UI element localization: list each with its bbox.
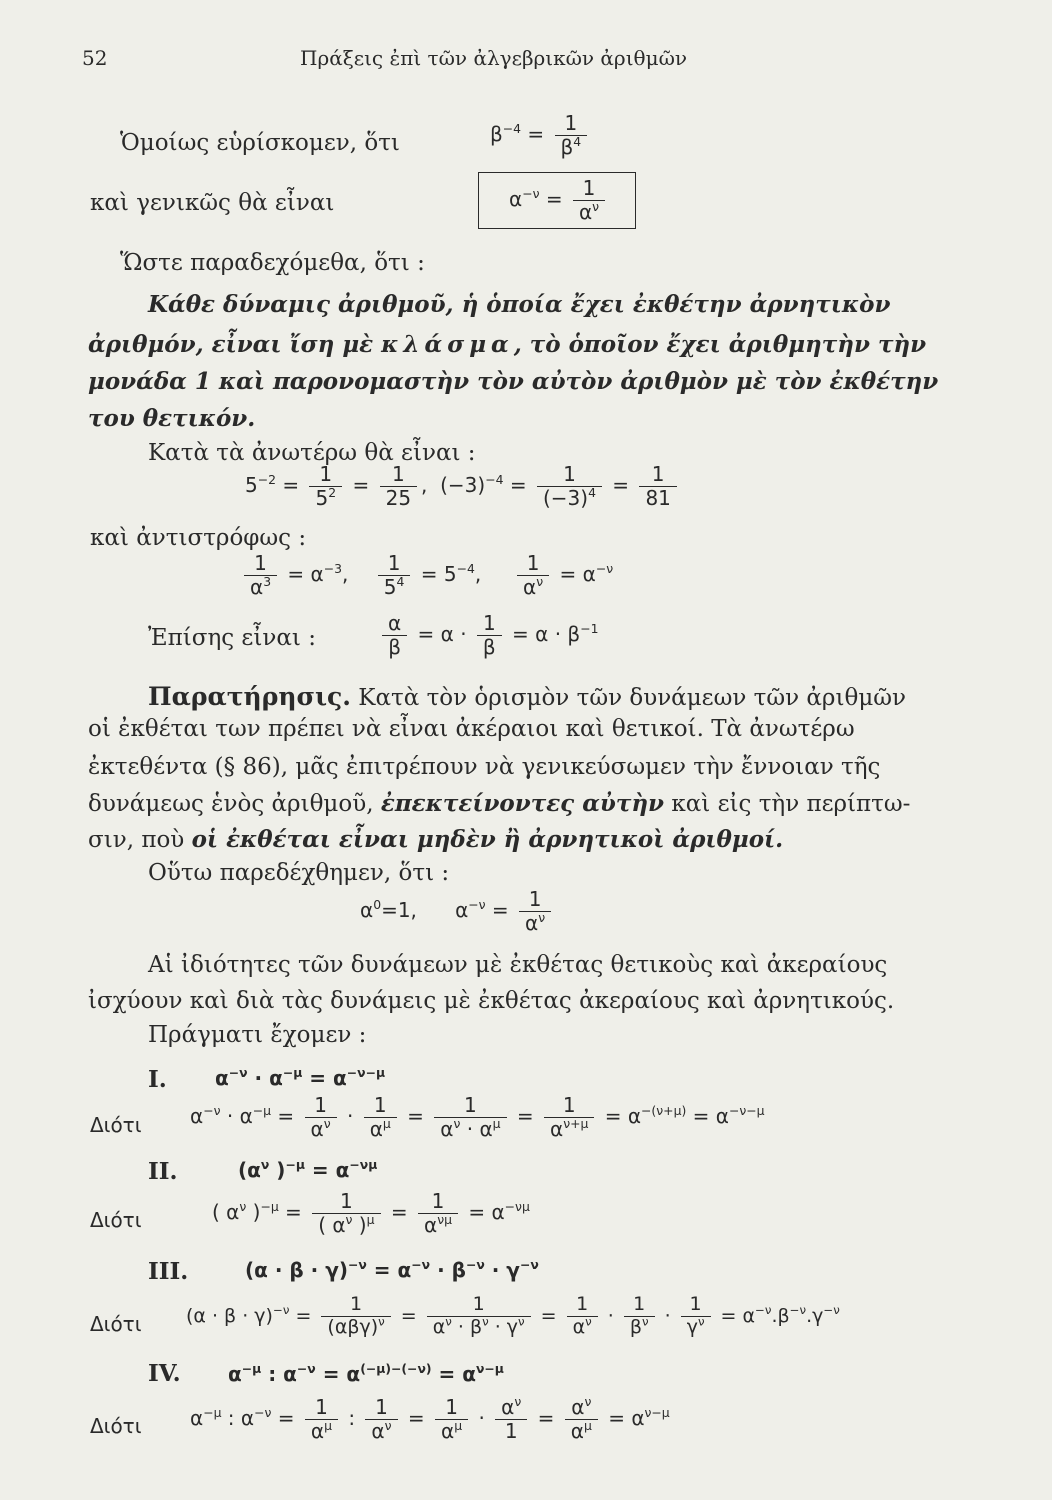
formula-alpha-over-beta: $\frac{\alpha}{\beta}$ = α · $\frac{1}{\beta}$ = $\alpha \cdot \beta^{-1}$ (378, 612, 598, 659)
running-title: Πράξεις ἐπὶ τῶν ἀλγεβρικῶν ἀριθμῶν (300, 46, 688, 70)
remark-line-4a: δυνάμεως ἑνὸς ἀριθμοῦ, (88, 791, 374, 817)
boxed-formula-alpha-neg-nu: $\alpha^{-\nu}$ = $\frac{1}{\alpha^\nu}$ (478, 172, 636, 229)
roman-numeral-3: III. (148, 1258, 189, 1285)
roman-numeral-4: IV. (148, 1360, 181, 1387)
rule-line-2a: ἀριθμόν, εἶναι ἴση μὲ (88, 331, 374, 358)
property-4-proof: $\alpha^{-\mu}$ : $\alpha^{-\nu}$ = $\frac{1}{\alpha^\mu}$ : $\frac{1}{\alpha^\nu}$ = $\frac{1}{\alpha^\mu}$ · $\frac{\alpha^\nu}{1}$ = $\frac{\alpha^\nu}{\alpha^\mu}$ = $\alpha^{\nu-\mu}$ (190, 1393, 670, 1443)
props-line-3: Πράγματι ἔχομεν : (148, 1022, 367, 1048)
dioti-label-2: Διότι (90, 1208, 142, 1232)
property-3-proof: $(\alpha \cdot \beta \cdot \gamma)^{-\nu}$ = $\frac{1}{(\alpha\beta\gamma)^\nu}$ = $\frac{1}{\alpha^\nu \cdot \beta^\nu \cdot \gamma^\nu}$ = $\frac{1}{\alpha^\nu}$ · $\frac{1}{\beta^\nu}$ · $\frac{1}{\gamma^\nu}$ = $\alpha^{-\nu}.\beta^{-\nu}.\gamma^{-\nu}$ (186, 1293, 840, 1338)
props-line-1: Αἱ ἰδιότητες τῶν δυνάμεων μὲ ἐκθέτας θετικοὺς καὶ ἀκεραίους (148, 952, 888, 978)
property-1-proof: $\alpha^{-\nu} \cdot \alpha^{-\mu}$ = $\frac{1}{\alpha^\nu}$ · $\frac{1}{\alpha^\mu}$ = $\frac{1}{\alpha^\nu \cdot \alpha^\mu}$ = $\frac{1}{\alpha^{\nu+\mu}}$ = $\alpha^{-(\nu+\mu)} = \alpha^{-\nu-\mu}$ (190, 1093, 765, 1141)
remark-heading: Παρατήρησις. (148, 682, 351, 711)
remark-line-3: ἐκτεθέντα (§ 86), μᾶς ἐπιτρέπουν νὰ γενικεύσωμεν τὴν ἔννοιαν τῆς (88, 754, 881, 780)
remark-line-2: οἱ ἐκθέται των πρέπει νὰ εἶναι ἀκέραιοι καὶ θετικοί. Τὰ ἀνωτέρω (88, 716, 855, 742)
intro-line-1: Ὁμοίως εὑρίσκομεν, ὅτι (120, 130, 400, 156)
remark-line-5 (88, 826, 783, 853)
remark-line-5b: οἱ ἐκθέται εἶναι μηδὲν ἢ ἀρνητικοὶ ἀριθμοί. (191, 826, 784, 853)
formula-reciprocals: $\frac{1}{\alpha^3}$ = $\alpha^{-3}$, $\frac{1}{5^4}$ = $5^{-4}$, $\frac{1}{\alpha^\nu}$ = $\alpha^{-\nu}$ (240, 552, 613, 599)
examples-line-3: Ἐπίσης εἶναι : (148, 625, 316, 651)
remark-line-4 (88, 790, 910, 817)
dioti-label-4: Διότι (90, 1414, 142, 1438)
examples-line-2: καὶ ἀντιστρόφως : (90, 525, 307, 551)
props-line-2: ἰσχύουν καὶ διὰ τὰς δυνάμεις μὲ ἐκθέτας ἀκεραίους καὶ ἀρνητικούς. (88, 988, 895, 1014)
remark-line-1 (148, 682, 906, 711)
formula-five-neg2: $5^{-2}$ = $\frac{1}{5^2}$ = $\frac{1}{25}$ , $(-3)^{-4}$ = $\frac{1}{(-3)^4}$ = $\frac{1}{81}$ (245, 463, 681, 510)
rule-line-2c: , τὸ ὁποῖον ἔχει ἀριθμητὴν τὴν (513, 331, 927, 358)
intro-line-2: καὶ γενικῶς θὰ εἶναι (90, 190, 335, 216)
remark-line-6: Οὕτω παρεδέχθημεν, ὅτι : (148, 860, 450, 886)
formula-zero-and-negative-exponent: $\alpha^0=1$, $\alpha^{-\nu}$ = $\frac{1}{\alpha^\nu}$ (360, 888, 555, 935)
rule-line-3: μονάδα 1 καὶ παρονομαστὴν τὸν αὐτὸν ἀριθμὸν μὲ τὸν ἐκθέτην (88, 368, 939, 395)
property-3-statement: $(\alpha \cdot \beta \cdot \gamma)^{-\nu} = \alpha^{-\nu} \cdot \beta^{-\nu} \cdot \gamma^{-\nu}$ (245, 1256, 539, 1282)
property-2-proof: ( $\alpha^\nu$ )$^{-\mu}$ = $\frac{1}{( \alpha^\nu )^\mu}$ = $\frac{1}{\alpha^{\nu\mu}}$ = $\alpha^{-\nu\mu}$ (212, 1189, 530, 1237)
formula-beta-neg4: $\beta^{-4}$ = $\frac{1}{\beta^4}$ (490, 112, 591, 159)
roman-numeral-2: II. (148, 1158, 178, 1185)
remark-line-1-text: Κατὰ τὸν ὁρισμὸν τῶν δυνάμεων τῶν ἀριθμῶν (358, 685, 907, 711)
rule-line-1: Κάθε δύναμις ἀριθμοῦ, ἡ ὁποία ἔχει ἐκθέτην ἀρνητικὸν (148, 291, 891, 318)
dioti-label-1: Διότι (90, 1113, 142, 1137)
page-number: 52 (82, 46, 108, 70)
examples-line-1: Κατὰ τὰ ἀνωτέρω θὰ εἶναι : (148, 440, 476, 466)
rule-line-4: του θετικόν. (88, 405, 256, 432)
property-2-statement: ($\alpha^\nu$ )$^{-\mu} = \alpha^{-\nu\mu}$ (238, 1156, 378, 1182)
remark-line-5a: σιν, ποὺ (88, 827, 185, 853)
dioti-label-3: Διότι (90, 1312, 142, 1336)
rule-line-2 (88, 331, 926, 358)
remark-line-4c: καὶ εἰς τὴν περίπτω- (671, 791, 911, 817)
rule-word-klasma: κλάσμα (381, 331, 514, 358)
property-4-statement: $\alpha^{-\mu}$ : $\alpha^{-\nu} = \alpha^{(-\mu)-(-\nu)} = \alpha^{\nu-\mu}$ (228, 1360, 504, 1386)
roman-numeral-1: I. (148, 1066, 167, 1093)
remark-line-4b: ἐπεκτείνοντες αὐτὴν (380, 790, 665, 817)
property-1-statement: $\alpha^{-\nu} \cdot \alpha^{-\mu} = \alpha^{-\nu-\mu}$ (215, 1064, 386, 1090)
intro-line-3: Ὥστε παραδεχόμεθα, ὅτι : (120, 250, 425, 276)
